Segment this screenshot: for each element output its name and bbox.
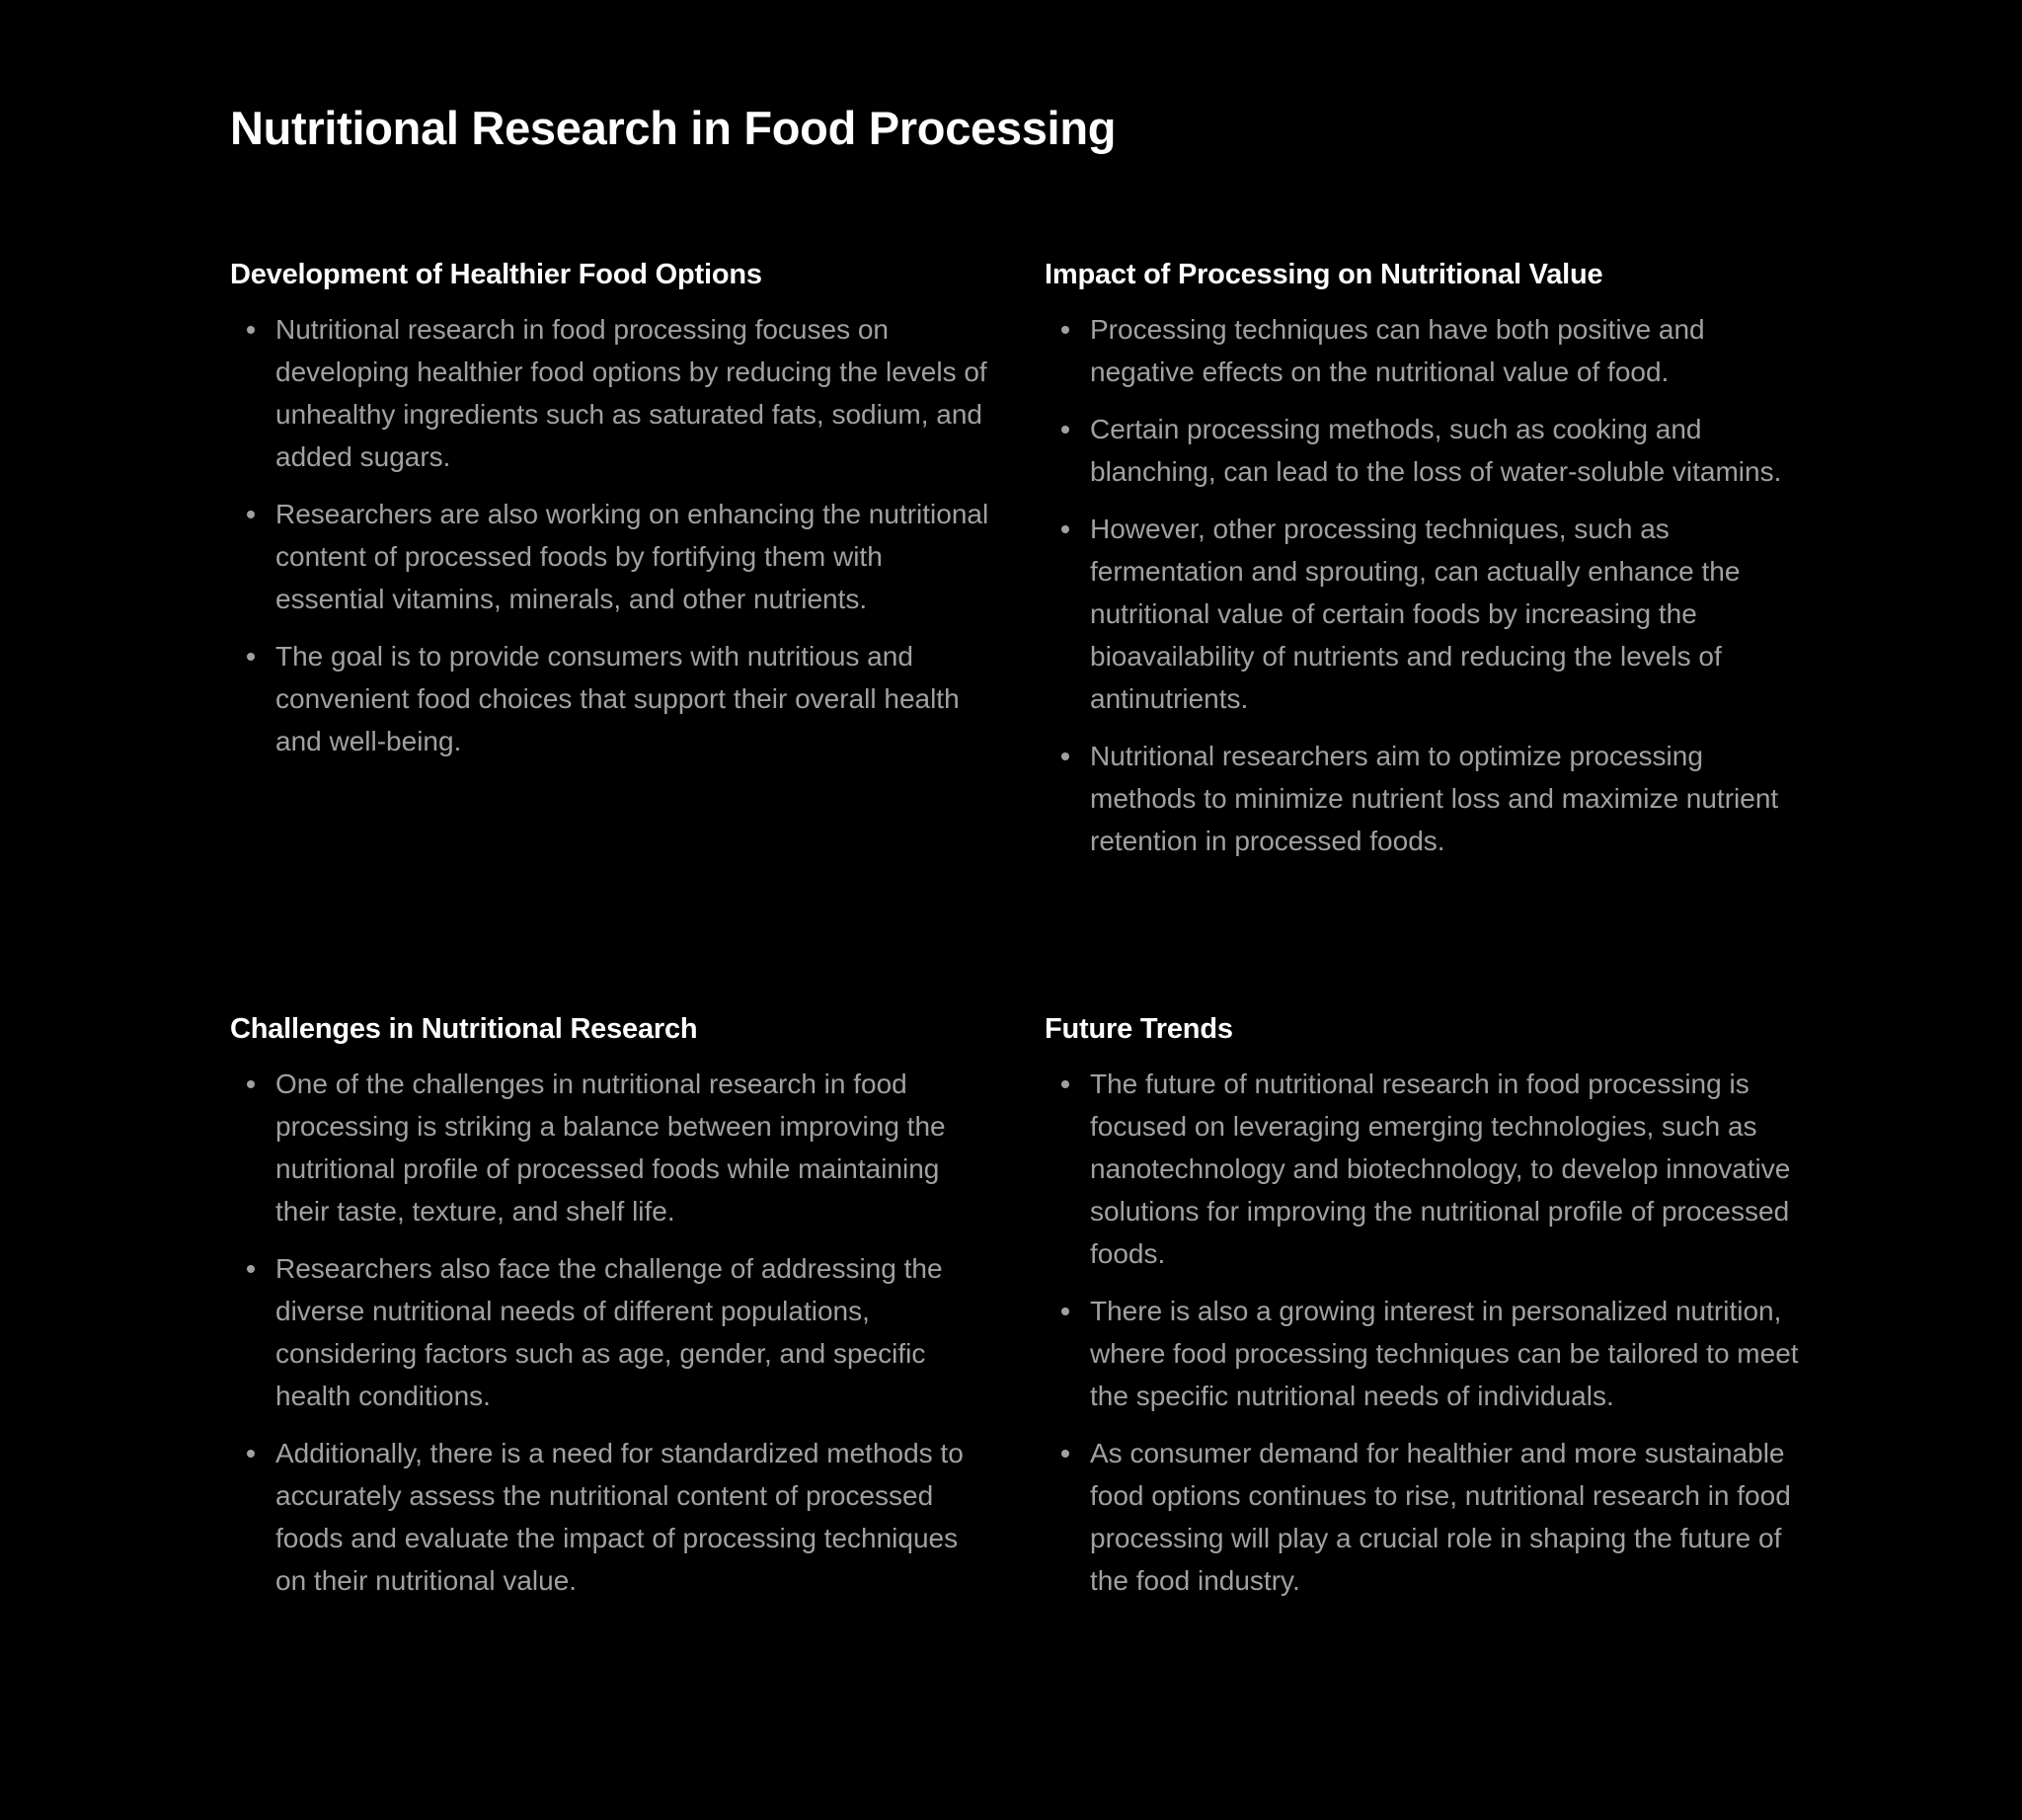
section-challenges (230, 1009, 990, 1617)
bullet-list (230, 1063, 990, 1602)
section-heading: Future Trends (1045, 1013, 1233, 1045)
bullet-icon (1061, 1450, 1069, 1458)
list-item-text: As consumer demand for healthier and more sustainable food options continues to rise, nutritional research in food processing will play a crucial role in shaping the future of the food industry. (1090, 1438, 1791, 1596)
section-healthier-food-options (230, 255, 990, 777)
bullet-list (1045, 1063, 1805, 1602)
bullet-icon (1061, 752, 1069, 760)
list-item (230, 1432, 990, 1602)
bullet-icon (247, 1265, 255, 1273)
list-item (230, 308, 990, 478)
bullet-icon (1061, 326, 1069, 334)
list-item (230, 493, 990, 620)
list-item-text: Processing techniques can have both positive and negative effects on the nutritional value of food. (1090, 314, 1705, 387)
list-item (1045, 1432, 1805, 1602)
bullet-icon (247, 1450, 255, 1458)
list-item-text: Nutritional research in food processing focuses on developing healthier food options by reducing the levels of unhealthy ingredients such as saturated fats, sodium, and added sugars. (275, 314, 987, 472)
list-item-text: One of the challenges in nutritional research in food processing is striking a balance between improving the nutritional profile of processed foods while maintaining their taste, texture, and shelf life. (275, 1068, 946, 1227)
section-future-trends (1045, 1009, 1805, 1617)
list-item (1045, 308, 1805, 393)
section-heading: Development of Healthier Food Options (230, 259, 762, 290)
bullet-list (230, 308, 990, 762)
bullet-icon (1061, 1307, 1069, 1315)
list-item (1045, 735, 1805, 862)
bullet-icon (1061, 426, 1069, 434)
bullet-icon (247, 511, 255, 518)
list-item (1045, 508, 1805, 720)
bullet-list (1045, 308, 1805, 862)
list-item-text: However, other processing techniques, such as fermentation and sprouting, can actually enhance the nutritional value of certain foods by increasing the bioavailability of nutrients and reducing the levels of antinutrients. (1090, 514, 1741, 714)
bullet-icon (247, 653, 255, 661)
list-item (230, 635, 990, 762)
list-item-text: Researchers also face the challenge of addressing the diverse nutritional needs of different populations, considering factors such as age, gender, and specific health conditions. (275, 1253, 943, 1411)
bullet-icon (247, 326, 255, 334)
bullet-icon (247, 1080, 255, 1088)
list-item-text: The goal is to provide consumers with nutritious and convenient food choices that support their overall health and well-being. (275, 641, 960, 756)
list-item-text: Additionally, there is a need for standardized methods to accurately assess the nutritional content of processed foods and evaluate the impact of processing techniques on their nutritional value. (275, 1438, 964, 1596)
list-item-text: Researchers are also working on enhancing the nutritional content of processed foods by fortifying them with essential vitamins, minerals, and other nutrients. (275, 499, 989, 614)
list-item-text: Certain processing methods, such as cooking and blanching, can lead to the loss of water-soluble vitamins. (1090, 414, 1782, 487)
section-heading: Challenges in Nutritional Research (230, 1013, 698, 1045)
list-item (1045, 1290, 1805, 1417)
page-title: Nutritional Research in Food Processing (230, 102, 1117, 154)
section-heading: Impact of Processing on Nutritional Value (1045, 259, 1603, 290)
list-item (1045, 1063, 1805, 1275)
list-item-text: Nutritional researchers aim to optimize processing methods to minimize nutrient loss and maximize nutrient retention in processed foods. (1090, 741, 1779, 856)
list-item (230, 1247, 990, 1417)
section-processing-impact (1045, 255, 1805, 877)
bullet-icon (1061, 1080, 1069, 1088)
bullet-icon (1061, 525, 1069, 533)
list-item (1045, 408, 1805, 493)
list-item-text: The future of nutritional research in food processing is focused on leveraging emerging technologies, such as nanotechnology and biotechnology, to develop innovative solutions for improving the nutritional profile of processed foods. (1090, 1068, 1791, 1269)
list-item (230, 1063, 990, 1232)
list-item-text: There is also a growing interest in personalized nutrition, where food processing techniques can be tailored to meet the specific nutritional needs of individuals. (1090, 1296, 1799, 1411)
